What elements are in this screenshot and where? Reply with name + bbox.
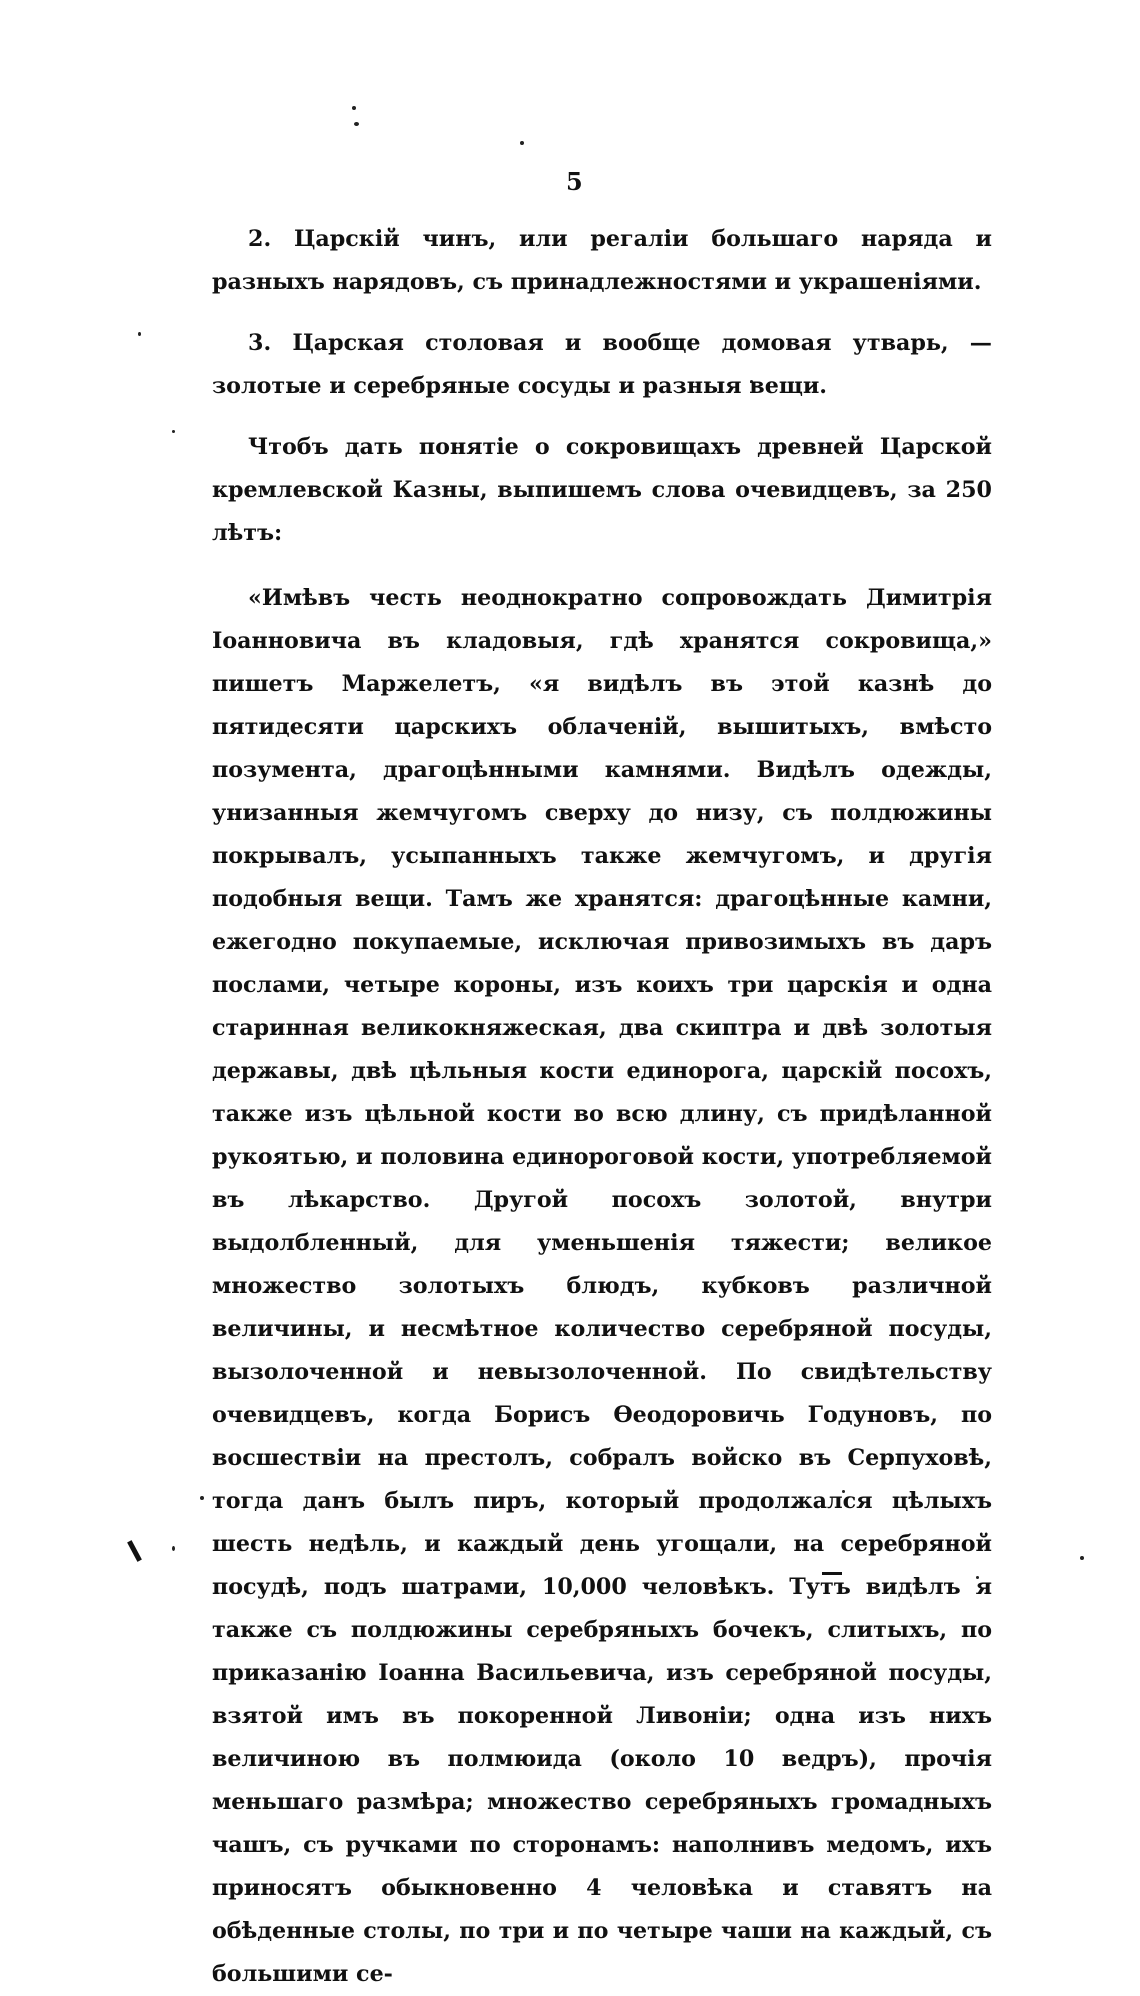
scan-speck bbox=[200, 1496, 204, 1500]
body-text bbox=[212, 218, 992, 1996]
page-number: 5 bbox=[566, 167, 583, 196]
scan-mark bbox=[127, 1540, 142, 1562]
scan-speck bbox=[1080, 1556, 1084, 1560]
paragraph: 3. Царская столовая и вообще домовая утварь, — золотые и серебряные сосуды и разныя вещи. bbox=[212, 330, 992, 399]
scan-speck bbox=[138, 332, 141, 336]
scan-speck bbox=[172, 1546, 175, 1551]
paragraph: 2. Царскій чинъ, или регаліи большаго наряда и разныхъ нарядовъ, съ принадлежностями и украшеніями. bbox=[212, 226, 992, 295]
scan-speck bbox=[352, 106, 356, 110]
paragraph: Чтобъ дать понятіе о сокровищахъ древней Царской кремлевской Казны, выпишемъ слова очевидцевъ, за 250 лѣтъ: bbox=[212, 434, 992, 546]
scan-speck bbox=[172, 430, 175, 433]
quote-paragraph: «Имѣвъ честь неоднократно сопровождать Димитрія Іоанновича въ кладовыя, гдѣ хранятся сокровища,» пишетъ Маржелетъ, «я видѣлъ въ этой казнѣ до пятидесяти царскихъ облаченій, вышитыхъ, вмѣсто позумента, драгоцѣнными камнями. Видѣлъ одежды, унизанныя жемчугомъ сверху до низу, съ полдюжины покрывалъ, усыпанныхъ также жемчугомъ, и другія подобныя вещи. Тамъ же хранятся: драгоцѣнные камни, ежегодно покупаемые, исключая привозимыхъ въ даръ послами, четыре короны, изъ коихъ три царскія и одна старинная великокняжеская, два скиптра и двѣ золотыя державы, двѣ цѣльныя кости единорога, царскій посохъ, также изъ цѣльной кости во всю длину, съ придѣланной рукоятью, и половина единороговой кости, употребляемой въ лѣкарство. Другой посохъ золотой, внутри выдолбленный, для уменьшенія тяжести; великое множество золотыхъ блюдъ, кубковъ различной величины, и несмѣтное количество серебряной посуды, вызолоченной и невызолоченной. По свидѣтельству очевидцевъ, когда Борисъ Ѳеодоровичь Годуновъ, по восшествіи на престолъ, собралъ войско въ Серпуховѣ, тогда данъ былъ пиръ, который продолжался цѣлыхъ шесть недѣль, и каждый день угощали, на серебряной посудѣ, подъ шатрами, 10,000 человѣкъ. Тутъ видѣлъ я также съ полдюжины серебряныхъ бочекъ, слитыхъ, по приказанію Іоанна Васильевича, изъ серебряной посуды, взятой имъ въ покоренной Ливоніи; одна изъ нихъ величиною въ полмюида (около 10 ведръ), прочія меньшаго размѣра; множество серебряныхъ громадныхъ чашъ, съ ручками по сторонамъ: наполнивъ медомъ, ихъ приносятъ обыкновенно 4 человѣка и ставятъ на обѣденные столы, по три и по четыре чаши на каждый, съ большими се- bbox=[212, 585, 992, 1987]
scan-speck bbox=[520, 141, 524, 145]
scan-speck bbox=[354, 122, 359, 126]
